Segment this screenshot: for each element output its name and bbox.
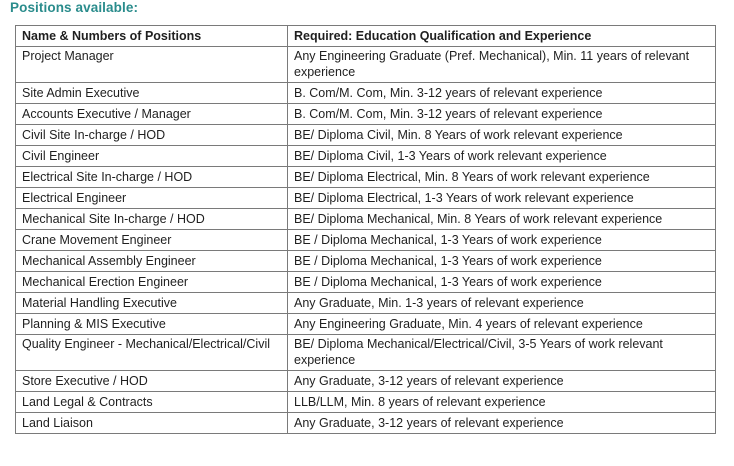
table-header-row: [16, 26, 716, 47]
position-cell: Project Manager: [16, 47, 288, 83]
requirement-cell: LLB/LLM, Min. 8 years of relevant experience: [288, 392, 716, 413]
table-row: [16, 125, 716, 146]
position-cell: Civil Site In-charge / HOD: [16, 125, 288, 146]
position-cell: Material Handling Executive: [16, 293, 288, 314]
requirement-cell: BE / Diploma Mechanical, 1-3 Years of work experience: [288, 230, 716, 251]
section-heading: Positions available:: [10, 0, 139, 15]
table-row: [16, 413, 716, 434]
position-cell: Quality Engineer - Mechanical/Electrical/Civil: [16, 335, 288, 371]
table-row: [16, 371, 716, 392]
header-requirement: Required: Education Qualification and Experience: [288, 26, 716, 47]
table-row: [16, 335, 716, 371]
position-cell: Mechanical Erection Engineer: [16, 272, 288, 293]
table-row: [16, 167, 716, 188]
position-cell: Electrical Site In-charge / HOD: [16, 167, 288, 188]
position-cell: Crane Movement Engineer: [16, 230, 288, 251]
requirement-cell: B. Com/M. Com, Min. 3-12 years of relevant experience: [288, 104, 716, 125]
position-cell: Civil Engineer: [16, 146, 288, 167]
position-cell: Accounts Executive / Manager: [16, 104, 288, 125]
requirement-cell: B. Com/M. Com, Min. 3-12 years of relevant experience: [288, 83, 716, 104]
position-cell: Electrical Engineer: [16, 188, 288, 209]
table-row: [16, 188, 716, 209]
table-row: [16, 47, 716, 83]
requirement-cell: BE/ Diploma Mechanical/Electrical/Civil, 3-5 Years of work relevant experience: [288, 335, 716, 371]
position-cell: Store Executive / HOD: [16, 371, 288, 392]
table-row: [16, 251, 716, 272]
requirement-cell: BE / Diploma Mechanical, 1-3 Years of work experience: [288, 272, 716, 293]
requirement-cell: BE / Diploma Mechanical, 1-3 Years of work experience: [288, 251, 716, 272]
requirement-cell: Any Engineering Graduate, Min. 4 years of relevant experience: [288, 314, 716, 335]
position-cell: Planning & MIS Executive: [16, 314, 288, 335]
requirement-cell: BE/ Diploma Civil, 1-3 Years of work relevant experience: [288, 146, 716, 167]
table-row: [16, 146, 716, 167]
positions-table: [15, 25, 716, 434]
table-row: [16, 104, 716, 125]
table-row: [16, 392, 716, 413]
requirement-cell: Any Graduate, Min. 1-3 years of relevant experience: [288, 293, 716, 314]
position-cell: Land Legal & Contracts: [16, 392, 288, 413]
position-cell: Land Liaison: [16, 413, 288, 434]
requirement-cell: Any Graduate, 3-12 years of relevant experience: [288, 413, 716, 434]
table-row: [16, 272, 716, 293]
table-row: [16, 230, 716, 251]
requirement-cell: BE/ Diploma Mechanical, Min. 8 Years of work relevant experience: [288, 209, 716, 230]
position-cell: Site Admin Executive: [16, 83, 288, 104]
header-position: Name & Numbers of Positions: [16, 26, 288, 47]
requirement-cell: BE/ Diploma Electrical, 1-3 Years of work relevant experience: [288, 188, 716, 209]
table-row: [16, 314, 716, 335]
requirement-cell: BE/ Diploma Electrical, Min. 8 Years of work relevant experience: [288, 167, 716, 188]
position-cell: Mechanical Site In-charge / HOD: [16, 209, 288, 230]
requirement-cell: Any Graduate, 3-12 years of relevant experience: [288, 371, 716, 392]
table-row: [16, 209, 716, 230]
requirement-cell: Any Engineering Graduate (Pref. Mechanical), Min. 11 years of relevant experience: [288, 47, 716, 83]
requirement-cell: BE/ Diploma Civil, Min. 8 Years of work relevant experience: [288, 125, 716, 146]
table-row: [16, 83, 716, 104]
table-row: [16, 293, 716, 314]
position-cell: Mechanical Assembly Engineer: [16, 251, 288, 272]
